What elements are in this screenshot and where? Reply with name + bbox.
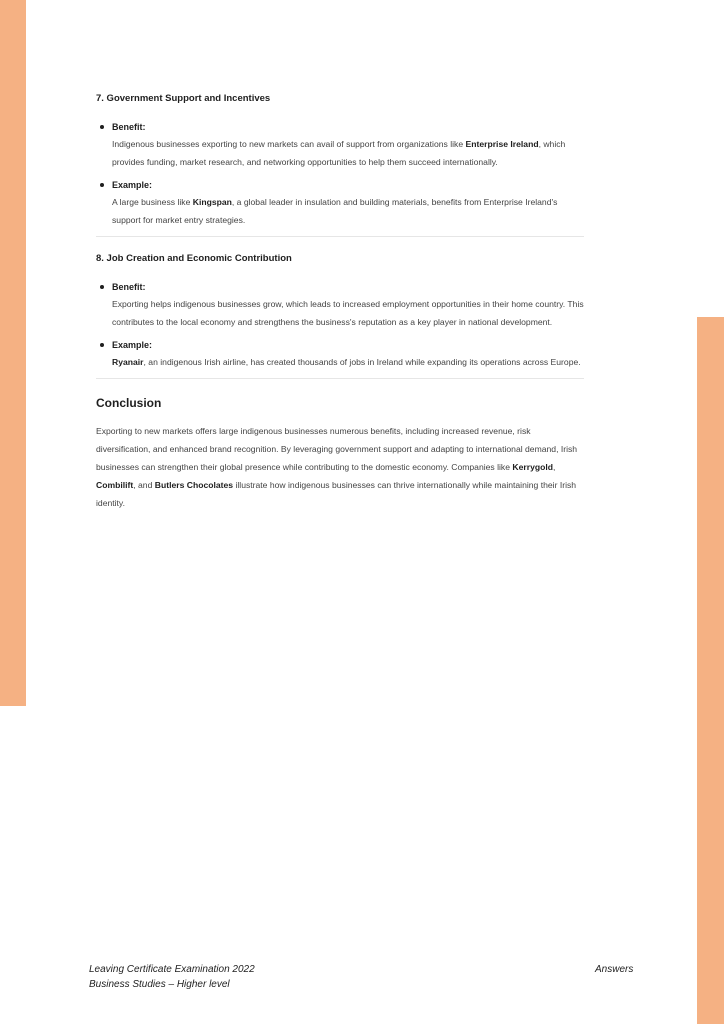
text-segment: illustrate how indigenous businesses can thrive internationally while maintaining their Irish identity. bbox=[96, 480, 577, 508]
example-text bbox=[112, 353, 586, 371]
benefit-text: Exporting helps indigenous businesses grow, which leads to increased employment opportunities in their home country. This contributes to the local economy and strengthens the business's reputation as a key player in national development. bbox=[112, 299, 584, 327]
bold-term: Butlers Chocolates bbox=[154, 480, 234, 490]
bold-term: Kingspan bbox=[192, 197, 232, 207]
section-heading: 7. Government Support and Incentives bbox=[96, 93, 271, 104]
right-accent-bar bbox=[697, 317, 724, 1024]
point-list bbox=[96, 119, 586, 229]
left-accent-bar bbox=[0, 0, 26, 706]
list-item-example bbox=[96, 177, 586, 229]
footer-exam-title: Leaving Certificate Examination 2022 bbox=[89, 964, 255, 975]
section-job-creation bbox=[96, 252, 586, 371]
text-segment: , which provides funding, market research, and networking opportunities to help them succeed internationally. bbox=[112, 139, 566, 167]
example-text bbox=[112, 193, 586, 229]
section-government-support bbox=[96, 92, 586, 229]
bold-term: Enterprise Ireland bbox=[465, 139, 539, 149]
divider bbox=[96, 378, 584, 379]
answer-content bbox=[96, 92, 586, 512]
text-segment: Exporting to new markets offers large indigenous businesses numerous benefits, including increased revenue, risk diversification, and enhanced brand recognition. By leveraging government support and adapting to international demand, Irish businesses can strengthen their global presence while contributing to the domestic economy. Companies like bbox=[96, 426, 578, 472]
text-segment: , a global leader in insulation and building materials, benefits from Enterprise Ireland's support for market entry strategies. bbox=[112, 197, 558, 225]
benefit-text bbox=[112, 135, 586, 171]
footer-subject-level: Business Studies – Higher level bbox=[89, 979, 230, 990]
divider bbox=[96, 236, 584, 237]
bold-term: Kerrygold bbox=[512, 462, 553, 472]
conclusion-heading: Conclusion bbox=[96, 396, 162, 410]
list-item-benefit bbox=[96, 279, 586, 331]
list-item-example bbox=[96, 337, 586, 371]
text-segment: A large business like bbox=[112, 197, 193, 207]
benefit-label: Benefit: bbox=[112, 122, 146, 132]
text-segment: , bbox=[552, 462, 556, 472]
point-list bbox=[96, 279, 586, 371]
section-heading: 8. Job Creation and Economic Contribution bbox=[96, 253, 292, 264]
footer-answers-label: Answers bbox=[595, 964, 634, 975]
section-conclusion bbox=[96, 394, 586, 512]
bold-term: Ryanair bbox=[112, 357, 144, 367]
text-segment: , and bbox=[133, 480, 155, 490]
example-label: Example: bbox=[112, 340, 153, 350]
text-segment: , an indigenous Irish airline, has created thousands of jobs in Ireland while expanding its operations across Europe. bbox=[143, 357, 581, 367]
example-label: Example: bbox=[112, 180, 153, 190]
bold-term: Combilift bbox=[96, 480, 134, 490]
conclusion-paragraph bbox=[96, 422, 580, 512]
list-item-benefit bbox=[96, 119, 586, 171]
benefit-label: Benefit: bbox=[112, 282, 146, 292]
text-segment: Indigenous businesses exporting to new markets can avail of support from organizations like bbox=[112, 139, 466, 149]
footer-exam-info bbox=[89, 962, 255, 992]
